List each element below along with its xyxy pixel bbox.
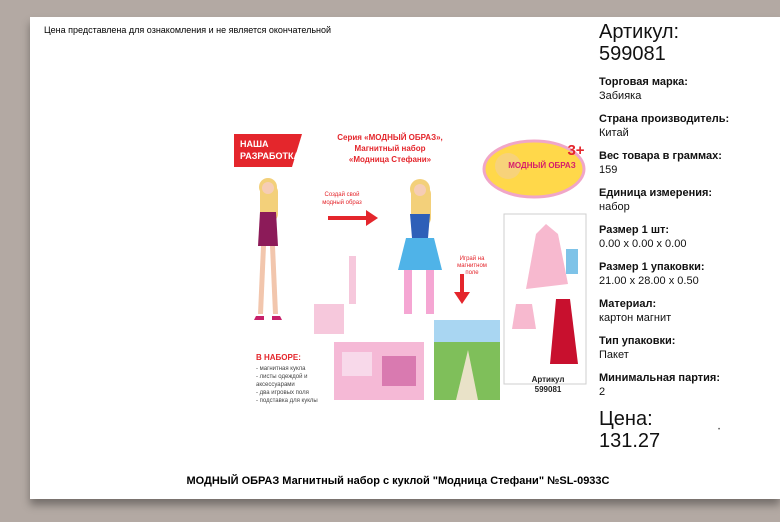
series-line1: Серия «МОДНЫЙ ОБРАЗ»,: [337, 133, 443, 142]
image-article-value: 599081: [534, 385, 562, 394]
field-label: Размер 1 шт:: [599, 224, 670, 236]
field-value: 21.00 x 28.00 x 0.50: [599, 275, 699, 287]
field-value: картон магнит: [599, 312, 672, 324]
play-line2: магнитном: [457, 263, 487, 269]
field-label: Тип упаковки:: [599, 335, 676, 347]
badge-line1: НАША: [240, 139, 269, 149]
field-value: Забияка: [599, 90, 642, 102]
field-min-batch: [599, 371, 775, 400]
field-label: Единица измерения:: [599, 187, 713, 199]
play-line1: Играй на: [459, 256, 485, 262]
arrow-down-icon: [454, 274, 470, 304]
article-value: 599081: [599, 43, 666, 65]
create-line2: модный образ: [322, 200, 362, 206]
set-item-1: - магнитная кукла: [256, 366, 306, 372]
age-badge: 3+: [567, 142, 585, 159]
product-illustration: [216, 124, 592, 404]
field-country: [599, 112, 775, 141]
product-caption: МОДНЫЙ ОБРАЗ Магнитный набор с куклой "Модница Стефани" №SL-0933C: [186, 475, 610, 487]
field-label: Материал:: [599, 298, 657, 310]
image-article-label: Артикул: [531, 375, 565, 384]
field-value: набор: [599, 201, 630, 213]
badge-line2: РАЗРАБОТКА: [240, 151, 301, 161]
field-value: 159: [599, 164, 618, 176]
field-label: Торговая марка:: [599, 76, 688, 88]
field-brand: [599, 75, 775, 104]
arrow-right-icon: [328, 210, 378, 226]
price-value: 131.27: [599, 430, 661, 452]
set-title: В НАБОРЕ:: [256, 353, 301, 362]
set-item-5: - подставка для куклы: [256, 398, 318, 404]
price-label: Цена:: [599, 408, 653, 430]
series-line3: «Модница Стефани»: [348, 155, 432, 164]
logo-text: МОДНЫЙ ОБРАЗ: [508, 161, 576, 170]
field-label: Минимальная партия:: [599, 372, 720, 384]
doll-left-swimsuit: [258, 212, 278, 246]
field-item-size: [599, 223, 775, 252]
doll-right-skirt: [398, 238, 442, 270]
product-image: [216, 124, 592, 404]
field-material: [599, 297, 775, 326]
field-value: 2: [599, 386, 606, 398]
field-package-type: [599, 334, 775, 363]
field-weight: [599, 149, 775, 178]
field-value: 0.00 x 0.00 x 0.00: [599, 238, 687, 250]
decorative-dot: •: [718, 427, 721, 433]
set-item-2: - листы одеждой и: [256, 374, 308, 380]
field-label: Размер 1 упаковки:: [599, 261, 705, 273]
stand-post: [349, 256, 356, 304]
price-block: [599, 408, 775, 452]
field-label: Страна производитель:: [599, 113, 730, 125]
price-disclaimer: Цена представлена для ознакомления и не является окончательной: [44, 25, 332, 35]
series-line2: Магнитный набор: [354, 144, 426, 153]
create-line1: Создай свой: [324, 192, 360, 198]
set-item-4: - два игровых поля: [256, 390, 309, 396]
play-line3: поле: [465, 270, 479, 276]
field-value: Пакет: [599, 349, 629, 361]
product-info-panel: [599, 21, 775, 452]
product-card: [30, 17, 780, 499]
doll-right-top: [410, 214, 430, 238]
field-unit: [599, 186, 775, 215]
stand-base: [314, 304, 344, 334]
article-label: Артикул:: [599, 21, 680, 43]
set-item-3: аксессуарами: [256, 382, 295, 388]
field-package-size: [599, 260, 775, 289]
field-value: Китай: [599, 127, 629, 139]
field-label: Вес товара в граммах:: [599, 150, 722, 162]
